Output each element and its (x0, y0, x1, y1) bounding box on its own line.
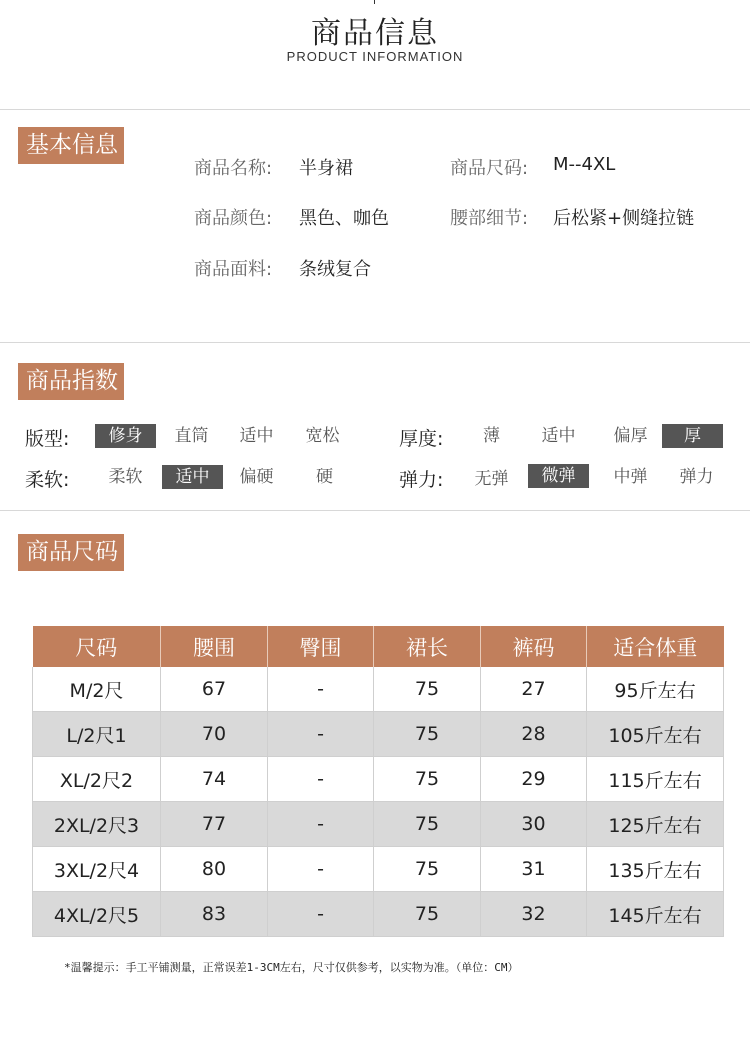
index-option: 中弹 (613, 467, 648, 487)
index-option-elasticity-selected: 微弹 (528, 464, 589, 488)
index-label-softness: 柔软: (25, 469, 70, 491)
table-cell: - (268, 892, 374, 937)
info-value-name: 半身裙 (299, 158, 353, 179)
table-row (33, 847, 724, 892)
index-option: 直筒 (174, 426, 209, 446)
index-option: 适中 (541, 426, 576, 446)
index-option: 适中 (239, 426, 274, 446)
table-row (33, 892, 724, 937)
index-label-elasticity: 弹力: (399, 469, 444, 491)
table-cell: 67 (161, 667, 268, 712)
table-cell: 125斤左右 (587, 802, 724, 847)
table-cell: 28 (481, 712, 587, 757)
table-cell: 95斤左右 (587, 667, 724, 712)
table-cell: L/2尺1 (33, 712, 161, 757)
index-option-fit-selected: 修身 (95, 424, 156, 448)
table-cell: 30 (481, 802, 587, 847)
title-tick (374, 0, 375, 4)
table-row (33, 757, 724, 802)
size-table-header-cell: 裙长 (374, 626, 481, 667)
table-cell: 105斤左右 (587, 712, 724, 757)
table-cell: 83 (161, 892, 268, 937)
table-cell: 70 (161, 712, 268, 757)
section-tag-size-chart: 商品尺码 (18, 534, 124, 571)
table-cell: 135斤左右 (587, 847, 724, 892)
measurement-note: *温馨提示：手工平铺测量，正常误差1-3CM左右，尺寸仅供参考，以实物为准。（单位：CM） (64, 961, 519, 974)
table-cell: 27 (481, 667, 587, 712)
index-option: 无弹 (474, 469, 509, 489)
size-table-header-cell: 臀围 (268, 626, 374, 667)
table-cell: 32 (481, 892, 587, 937)
table-cell: M/2尺 (33, 667, 161, 712)
table-row (33, 712, 724, 757)
index-option: 薄 (483, 426, 500, 446)
table-cell: - (268, 712, 374, 757)
info-label-name: 商品名称: (194, 158, 273, 179)
table-cell: 80 (161, 847, 268, 892)
table-cell: 115斤左右 (587, 757, 724, 802)
table-cell: 145斤左右 (587, 892, 724, 937)
page-title: 商品信息 (311, 16, 439, 51)
table-cell: 74 (161, 757, 268, 802)
index-option: 柔软 (108, 467, 143, 487)
info-label-color: 商品颜色: (194, 208, 273, 229)
table-cell: - (268, 667, 374, 712)
table-cell: 75 (374, 667, 481, 712)
table-cell: 77 (161, 802, 268, 847)
table-row (33, 667, 724, 712)
divider (0, 510, 750, 511)
info-value-waist: 后松紧+侧缝拉链 (553, 208, 695, 229)
table-cell: 75 (374, 802, 481, 847)
table-cell: 31 (481, 847, 587, 892)
info-label-waist: 腰部细节: (450, 208, 529, 229)
table-cell: 4XL/2尺5 (33, 892, 161, 937)
size-table (32, 626, 724, 937)
info-value-size: M--4XL (553, 154, 616, 175)
index-option: 偏厚 (613, 426, 648, 446)
section-tag-product-index: 商品指数 (18, 363, 124, 400)
table-cell: 3XL/2尺4 (33, 847, 161, 892)
index-option: 弹力 (679, 467, 714, 487)
divider (0, 342, 750, 343)
index-option-thickness-selected: 厚 (662, 424, 723, 448)
index-option: 偏硬 (239, 467, 274, 487)
table-cell: 75 (374, 757, 481, 802)
table-cell: - (268, 802, 374, 847)
table-row (33, 802, 724, 847)
size-table-header (33, 626, 724, 667)
size-table-header-cell: 适合体重 (587, 626, 724, 667)
size-table-header-cell: 裤码 (481, 626, 587, 667)
table-cell: - (268, 757, 374, 802)
table-cell: - (268, 847, 374, 892)
index-label-fit: 版型: (25, 428, 70, 450)
table-cell: 2XL/2尺3 (33, 802, 161, 847)
table-cell: 29 (481, 757, 587, 802)
index-option-softness-selected: 适中 (162, 465, 223, 489)
info-label-fabric: 商品面料: (194, 259, 273, 280)
info-value-color: 黑色、咖色 (299, 208, 389, 229)
table-cell: 75 (374, 712, 481, 757)
size-table-header-cell: 尺码 (33, 626, 161, 667)
page-subtitle: PRODUCT INFORMATION (286, 49, 464, 64)
table-cell: XL/2尺2 (33, 757, 161, 802)
info-value-fabric: 条绒复合 (299, 259, 371, 280)
info-label-size: 商品尺码: (450, 158, 529, 179)
index-label-thickness: 厚度: (399, 428, 444, 450)
table-cell: 75 (374, 847, 481, 892)
size-table-header-cell: 腰围 (161, 626, 268, 667)
section-tag-basic-info: 基本信息 (18, 127, 124, 164)
divider (0, 109, 750, 110)
index-option: 宽松 (305, 426, 340, 446)
index-option: 硬 (316, 467, 333, 487)
table-cell: 75 (374, 892, 481, 937)
